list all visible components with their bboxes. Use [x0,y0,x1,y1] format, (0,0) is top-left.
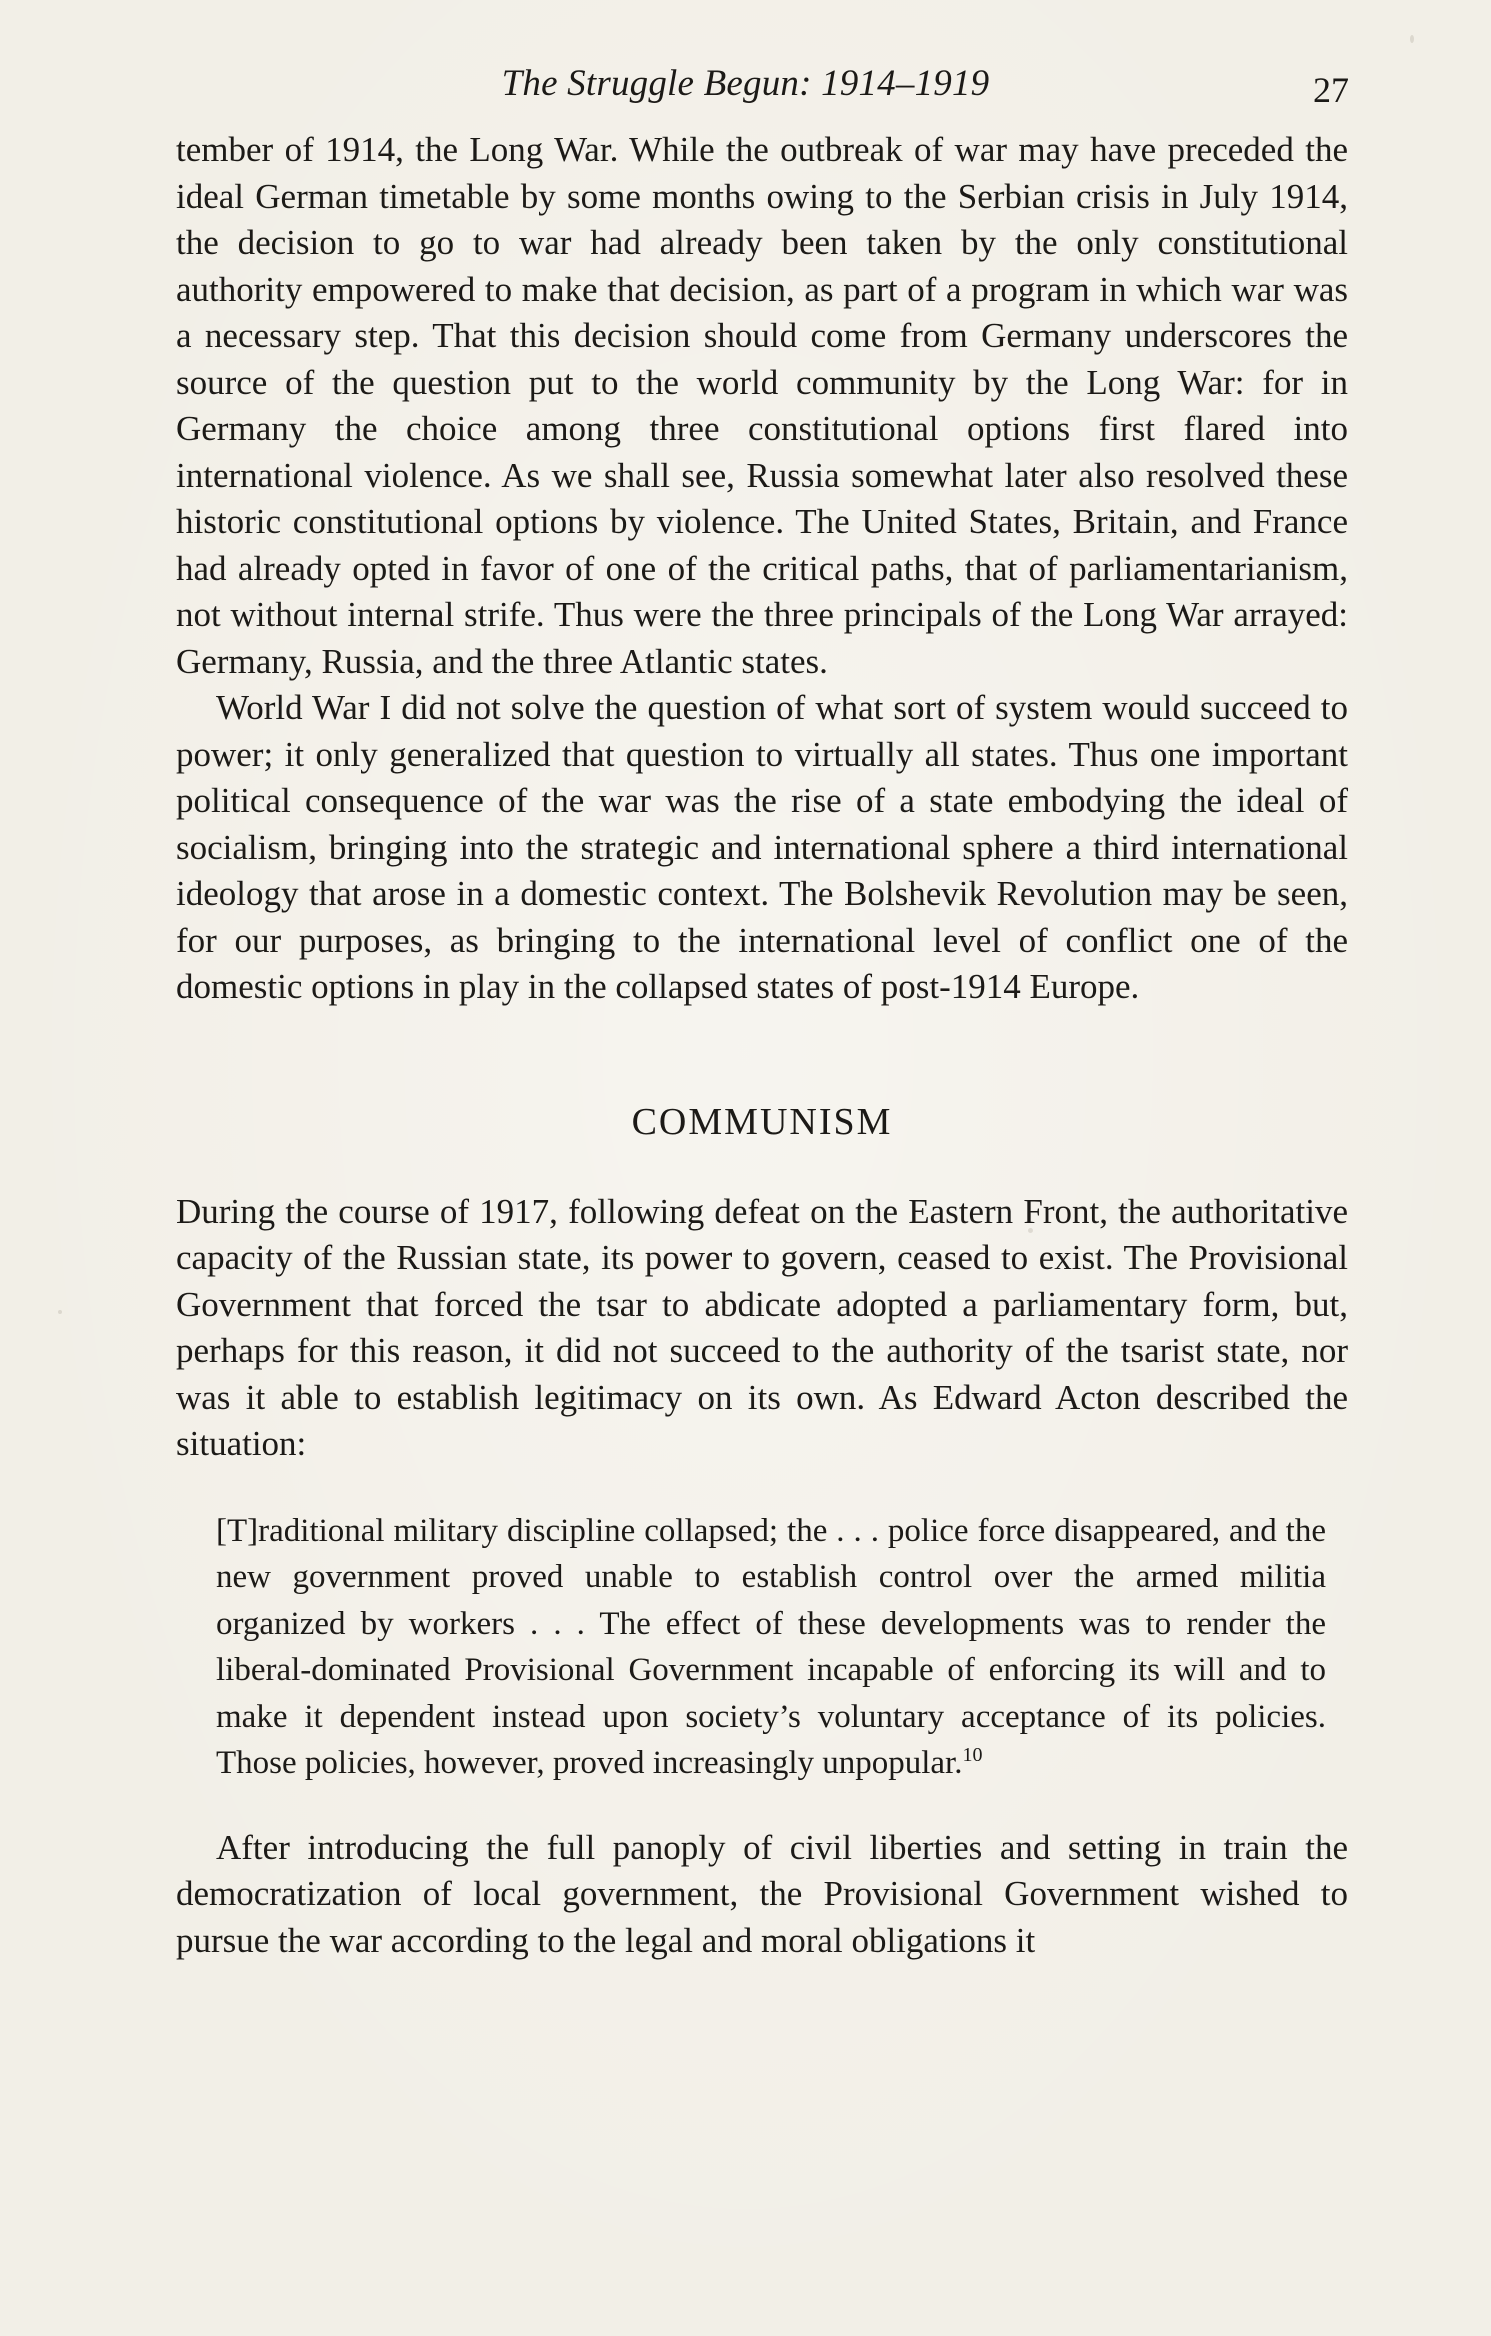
paper-speck [58,1310,62,1314]
paper-speck [1028,1228,1033,1233]
paragraph-2: World War I did not solve the question of what sort of system would succeed to power; it only generalized that question to virtually all states. Thus one important political consequence of the war was the rise of a state embodying the ideal of socialism, bringing into the strategic and international sphere a third international ideology that arose in a domestic context. The Bolshevik Revolution may be seen, for our purposes, as bringing to the international level of conflict one of the domestic options in play in the collapsed states of post-1914 Europe. [176,688,1348,1006]
running-head [0,58,1491,118]
block-quote [216,1508,1326,1787]
paragraph-1: tember of 1914, the Long War. While the outbreak of war may have preceded the ideal German timetable by some months owing to the Serbian crisis in July 1914, the decision to go to war had already been taken by the only constitutional authority empowered to make that decision, as part of a program in which war was a necessary step. That this decision should come from Germany underscores the source of the question put to the world community by the Long War: for in Germany the choice among three constitutional options first flared into international violence. As we shall see, Russia somewhat later also resolved these historic constitutional options by violence. The United States, Britain, and France had already opted in favor of one of the critical paths, that of parliamentarianism, not without internal strife. Thus were the three principals of the Long War arrayed: Germany, Russia, and the three Atlantic states. [176,130,1348,681]
text-block [176,127,1348,1964]
footnote-marker: 10 [962,1744,983,1766]
paragraph-4: After introducing the full panoply of civil liberties and setting in train the democratization of local government, the Provisional Government wished to pursue the war according to the legal and moral obligations it [176,1827,1348,1960]
page-number: 27 [1313,70,1349,110]
running-title: The Struggle Begun: 1914–1919 [501,63,990,104]
section-heading: COMMUNISM [631,1100,893,1143]
paragraph-3: During the course of 1917, following defeat on the Eastern Front, the authoritative capacity of the Russian state, its power to govern, ceased to exist. The Provisional Government that forced the tsar to abdicate adopted a parliamentary form, but, perhaps for this reason, it did not succeed to the authority of the tsarist state, nor was it able to establish legitimacy on its own. As Edward Acton described the situation: [176,1191,1348,1463]
block-quote-text: [T]raditional military discipline collapsed; the . . . police force disappeared, and the new government proved unable to establish control over the armed militia organized by workers . . . The effect of these developments was to render the liberal-dominated Provisional Government incapable of enforcing its will and to make it dependent instead upon society’s voluntary acceptance of its policies. Those policies, however, proved increasingly unpopular. [216,1512,1326,1781]
paper-speck [1410,35,1414,43]
